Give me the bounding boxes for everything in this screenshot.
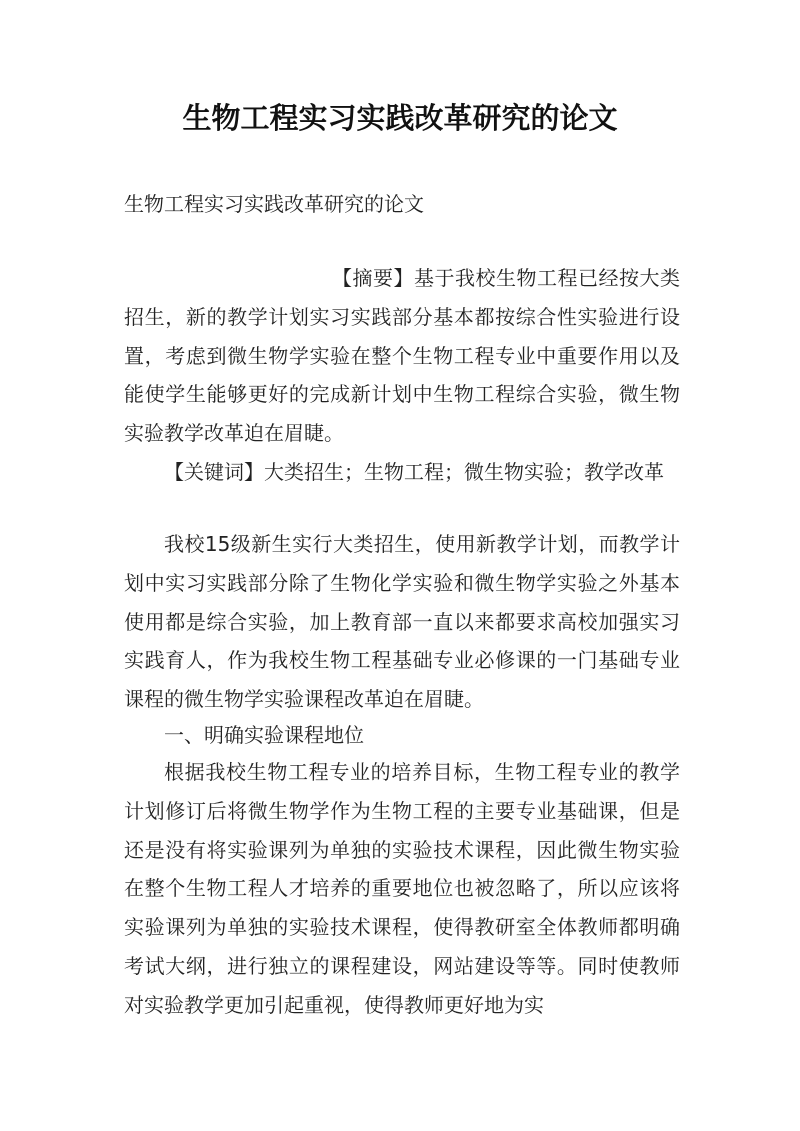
body-paragraph-1: 我校15级新生实行大类招生，使用新教学计划，而教学计划中实习实践部分除了生物化学实验和微生物学实验之外基本使用都是综合实验，加上教育部一直以来都要求高校加强实习实践育人，作为我校生物工程基础专业必修课的一门基础专业课程的微生物学实验课程改革迫在眉睫。 <box>124 532 680 712</box>
keywords-paragraph: 【关键词】大类招生；生物工程；微生物实验；教学改革 <box>164 460 664 484</box>
document-subtitle: 生物工程实习实践改革研究的论文 <box>124 192 424 216</box>
body-paragraph-2: 根据我校生物工程专业的培养目标，生物工程专业的教学计划修订后将微生物学作为生物工程的主要专业基础课，但是还是没有将实验课列为单独的实验技术课程，因此微生物实验在整个生物工程人才培养的重要地位也被忽略了，所以应该将实验课列为单独的实验技术课程，使得教研室全体教师都明确考试大纲，进行独立的课程建设，网站建设等等。同时使教师对实验教学更加引起重视，使得教师更好地为实 <box>124 760 680 1017</box>
section-heading-1: 一、明确实验课程地位 <box>164 723 364 747</box>
abstract-paragraph: 【摘要】基于我校生物工程已经按大类招生，新的教学计划实习实践部分基本都按综合性实验进行设置，考虑到微生物学实验在整个生物工程专业中重要作用以及能使学生能够更好的完成新计划中生物工程综合实验，微生物实验教学改革迫在眉睫。 <box>124 266 680 446</box>
document-title: 生物工程实习实践改革研究的论文 <box>182 101 618 135</box>
